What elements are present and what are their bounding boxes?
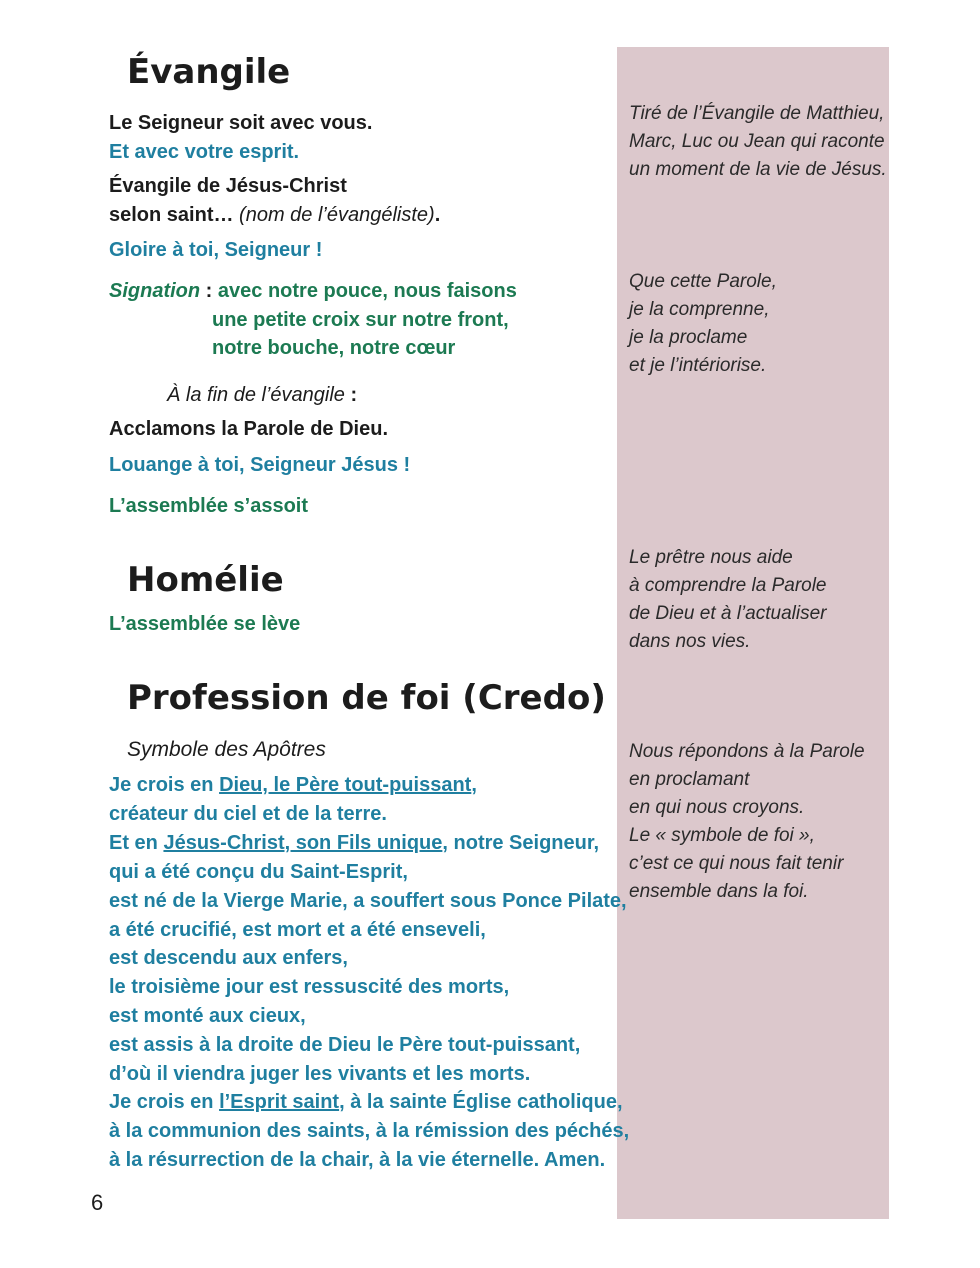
sidebar-note-parole [629, 268, 777, 380]
section-title-homelie: Homélie [127, 560, 284, 600]
note-line: je la comprenne, [629, 299, 770, 320]
note-line: c’est ce qui nous fait tenir [629, 853, 844, 874]
note-line: Nous répondons à la Parole [629, 741, 865, 762]
priest-text: selon saint… [109, 204, 240, 226]
credo-line: à la résurrection de la chair, à la vie éternelle. Amen. [109, 1149, 606, 1171]
credo-text: Je crois en [109, 1091, 220, 1113]
credo-line: a été crucifié, est mort et a été enseveli, [109, 919, 486, 941]
credo-line [109, 774, 477, 797]
signation-line: notre bouche, notre cœur [212, 337, 456, 359]
note-line: et je l’intériorise. [629, 355, 767, 376]
note-line: un moment de la vie de Jésus. [629, 159, 887, 180]
credo-text: , [471, 774, 477, 796]
fin-colon: : [344, 384, 358, 406]
page-number: 6 [91, 1190, 104, 1215]
credo-line: d’où il viendra juger les vivants et les morts. [109, 1063, 531, 1085]
credo-line: est monté aux cieux, [109, 1005, 306, 1027]
credo-line: à la communion des saints, à la rémission des péchés, [109, 1120, 630, 1142]
signation-colon: : [200, 280, 218, 302]
credo-text: , à la sainte Église catholique, [339, 1091, 623, 1113]
credo-emphasis: Dieu, le Père tout-puissant [219, 774, 472, 796]
credo-line: le troisième jour est ressuscité des morts, [109, 976, 510, 998]
sidebar-note-evangile [629, 100, 887, 184]
evangelist-note: (nom de l’évangéliste) [239, 204, 435, 226]
priest-line [109, 204, 440, 227]
sidebar-note-credo [629, 738, 865, 906]
credo-subtitle: Symbole des Apôtres [127, 738, 326, 761]
response-line: Et avec votre esprit. [109, 141, 300, 163]
signation-line: une petite croix sur notre front, [212, 309, 509, 331]
credo-line: qui a été conçu du Saint-Esprit, [109, 861, 408, 883]
fin-label: À la fin de l’évangile [167, 384, 345, 406]
note-line: Le « symbole de foi », [629, 825, 815, 846]
note-line: dans nos vies. [629, 631, 751, 652]
signation-label: Signation [109, 280, 201, 302]
period: . [434, 204, 441, 226]
section-title-evangile: Évangile [127, 52, 291, 92]
sidebar-note-homelie [629, 544, 827, 656]
signation-text: avec notre pouce, nous faisons [217, 280, 517, 302]
assembly-instruction: L’assemblée s’assoit [109, 495, 309, 517]
note-line: Tiré de l’Évangile de Matthieu, [629, 103, 885, 124]
section-title-credo: Profession de foi (Credo) [127, 678, 606, 718]
note-line: je la proclame [629, 327, 748, 348]
note-line: Marc, Luc ou Jean qui raconte [629, 131, 885, 152]
response-line: Gloire à toi, Seigneur ! [109, 239, 323, 261]
signation-line [109, 280, 517, 303]
note-line: Le prêtre nous aide [629, 547, 793, 568]
note-line: de Dieu et à l’actualiser [629, 603, 827, 624]
credo-emphasis: Jésus-Christ, son Fils unique [163, 832, 443, 854]
note-line: ensemble dans la foi. [629, 881, 809, 902]
note-line: en qui nous croyons. [629, 797, 805, 818]
credo-line: est descendu aux enfers, [109, 947, 348, 969]
note-line: en proclamant [629, 769, 750, 790]
credo-line: est né de la Vierge Marie, a souffert sous Ponce Pilate, [109, 890, 627, 912]
assembly-instruction: L’assemblée se lève [109, 613, 301, 635]
credo-emphasis: l’Esprit saint [219, 1091, 340, 1113]
response-line: Louange à toi, Seigneur Jésus ! [109, 454, 411, 476]
priest-line: Évangile de Jésus-Christ [109, 175, 347, 197]
note-line: Que cette Parole, [629, 271, 777, 292]
credo-line: est assis à la droite de Dieu le Père tout-puissant, [109, 1034, 581, 1056]
credo-line: créateur du ciel et de la terre. [109, 803, 387, 825]
fin-evangile-label [167, 384, 357, 407]
credo-text: Et en [109, 832, 164, 854]
priest-line: Acclamons la Parole de Dieu. [109, 418, 388, 440]
credo-text: , notre Seigneur, [442, 832, 600, 854]
note-line: à comprendre la Parole [629, 575, 827, 596]
credo-text: Je crois en [109, 774, 220, 796]
credo-line [109, 832, 599, 855]
credo-line [109, 1091, 623, 1114]
priest-line: Le Seigneur soit avec vous. [109, 112, 373, 134]
